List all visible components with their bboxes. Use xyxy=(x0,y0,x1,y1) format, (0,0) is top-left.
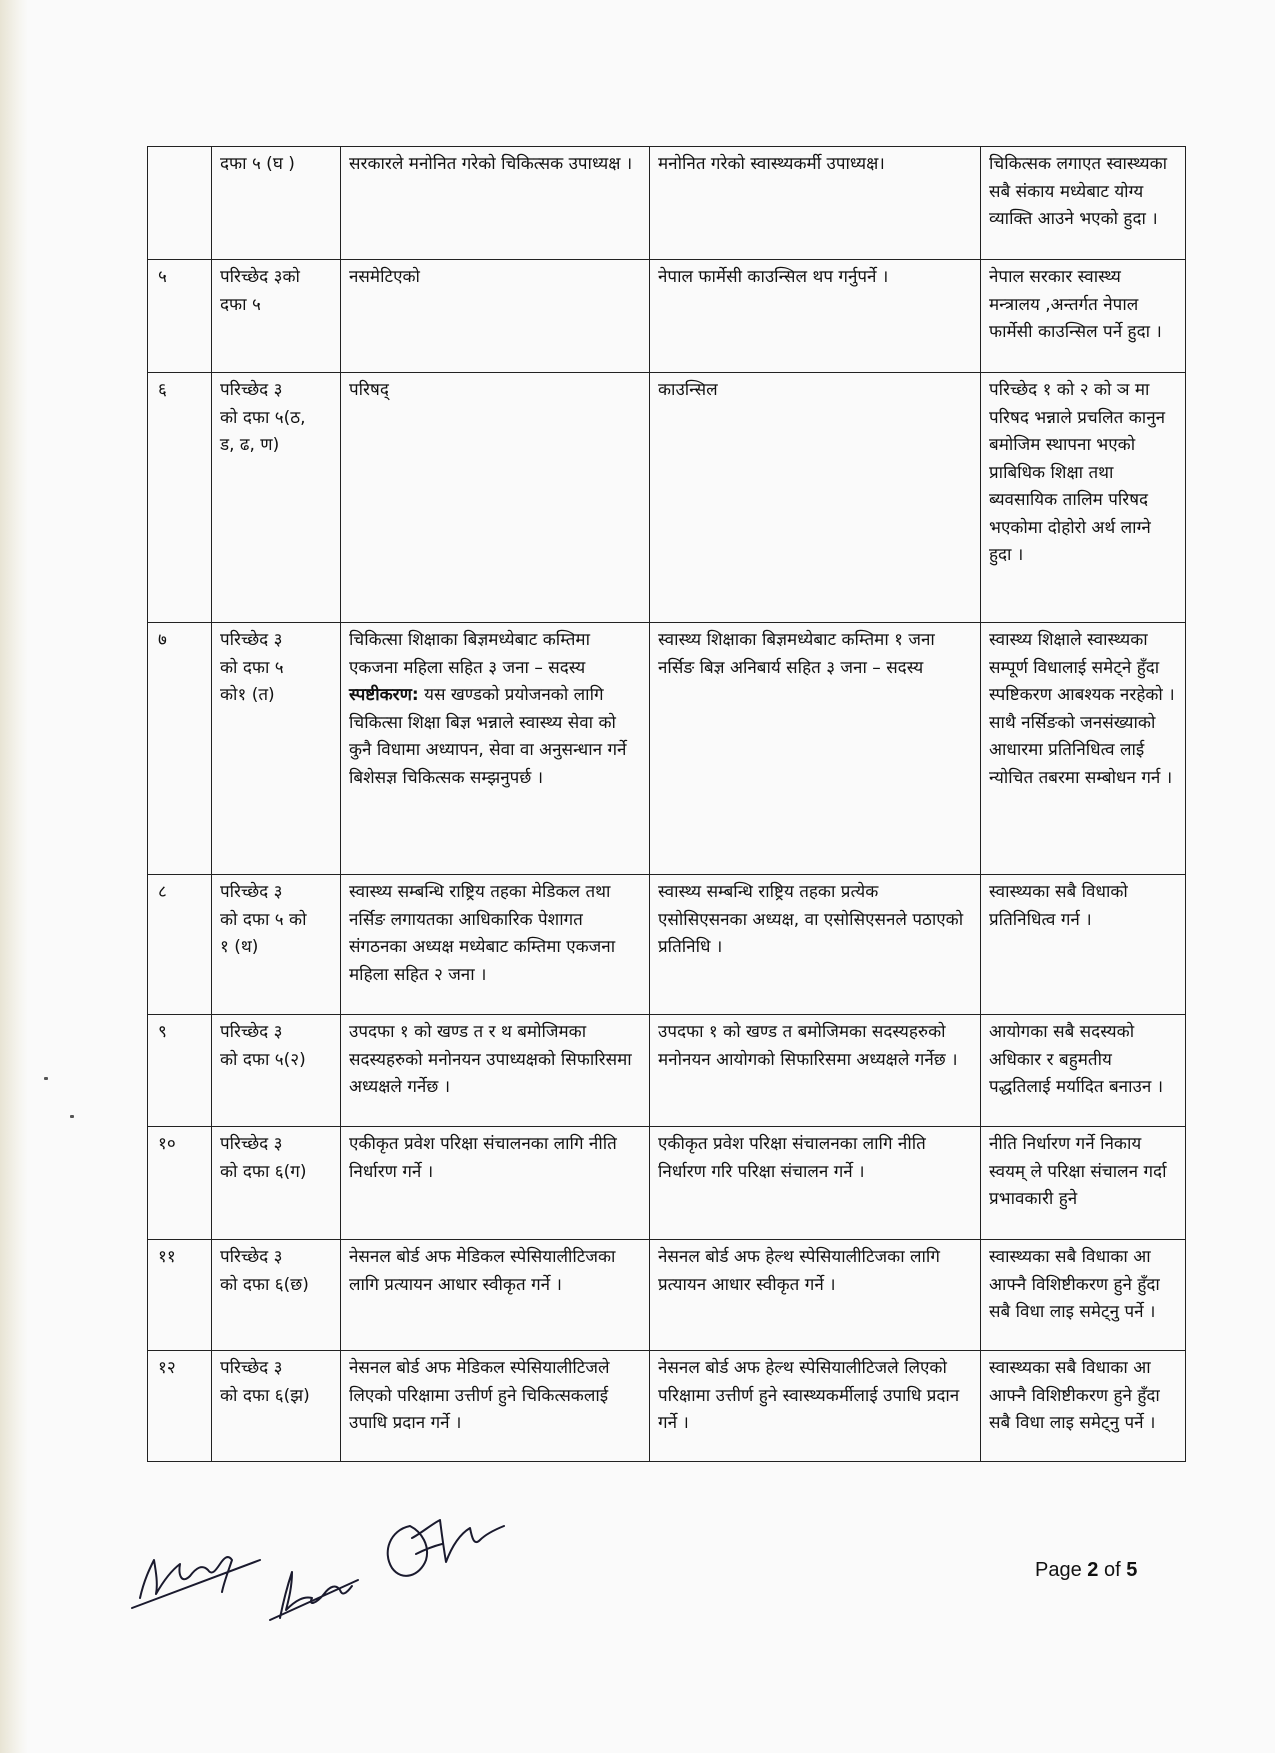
table-row xyxy=(148,1127,1186,1240)
section-reference: परिच्छेद ३ को दफा ६(झ) xyxy=(212,1351,341,1462)
proposed-amendment: एकीकृत प्रवेश परिक्षा संचालनका लागि नीति निर्धारण गरि परिक्षा संचालन गर्ने । xyxy=(650,1127,981,1240)
page-of: of xyxy=(1103,1559,1121,1581)
amendment-reason: स्वास्थ्यका सबै विधाका आ आफ्नै विशिष्टीकरण हुने हुँदा सबै विधा लाइ समेट्नु पर्ने । xyxy=(981,1240,1186,1351)
row-number: १२ xyxy=(148,1351,212,1462)
row-number: ७ xyxy=(148,623,212,875)
amendment-reason: चिकित्सक लगाएत स्वास्थ्यका सबै संकाय मध्येबाट योग्य व्याक्ति आउने भएको हुदा । xyxy=(981,147,1186,260)
existing-provision: स्वास्थ्य सम्बन्धि राष्ट्रिय तहका मेडिकल तथा नर्सिङ लगायतका आधिकारिक पेशागत संगठनका अध्यक्ष मध्येबाट कम्तिमा एकजना महिला सहित २ जना । xyxy=(341,875,650,1015)
section-reference: परिच्छेद ३ को दफा ५ को १ (थ) xyxy=(212,875,341,1015)
table-row xyxy=(148,1015,1186,1127)
amendment-reason: स्वास्थ्यका सबै विधाका आ आफ्नै विशिष्टीकरण हुने हुँदा सबै विधा लाइ समेट्नु पर्ने । xyxy=(981,1351,1186,1462)
amendment-table xyxy=(147,146,1186,1462)
proposed-amendment: उपदफा १ को खण्ड त बमोजिमका सदस्यहरुको मनोनयन आयोगको सिफारिसमा अध्यक्षले गर्नेछ । xyxy=(650,1015,981,1127)
row-number xyxy=(148,147,212,260)
table-row xyxy=(148,1240,1186,1351)
amendment-reason: परिच्छेद १ को २ को ञ मा परिषद भन्नाले प्रचलित कानुन बमोजिम स्थापना भएको प्राबिधिक शिक्षा तथा ब्यवसायिक तालिम परिषद भएकोमा दोहोरो अर्थ लाग्ने हुदा । xyxy=(981,373,1186,623)
proposed-amendment: नेसनल बोर्ड अफ हेल्थ स्पेसियालीटिजका लागि प्रत्यायन आधार स्वीकृत गर्ने । xyxy=(650,1240,981,1351)
existing-provision: नेसनल बोर्ड अफ मेडिकल स्पेसियालीटिजले लिएको परिक्षामा उत्तीर्ण हुने चिकित्सकलाई उपाधि प्रदान गर्ने । xyxy=(341,1351,650,1462)
proposed-amendment: स्वास्थ्य सम्बन्धि राष्ट्रिय तहका प्रत्येक एसोसिएसनका अध्यक्ष, वा एसोसिएसनले पठाएको प्रतिनिधि । xyxy=(650,875,981,1015)
signature-2 xyxy=(270,1572,358,1620)
stray-mark xyxy=(44,1077,48,1080)
row-number: १० xyxy=(148,1127,212,1240)
existing-provision: चिकित्सा शिक्षाका बिज्ञमध्येबाट कम्तिमा एकजना महिला सहित ३ जना – सदस्य xyxy=(349,630,590,678)
proposed-amendment: स्वास्थ्य शिक्षाका बिज्ञमध्येबाट कम्तिमा १ जना नर्सिङ बिज्ञ अनिबार्य सहित ३ जना – सदस्य xyxy=(650,623,981,875)
proposed-amendment: मनोनित गरेको स्वास्थ्यकर्मी उपाध्यक्ष। xyxy=(650,147,981,260)
amendment-reason: नीति निर्धारण गर्ने निकाय स्वयम् ले परिक्षा संचालन गर्दा प्रभावकारी हुने xyxy=(981,1127,1186,1240)
proposed-amendment: नेसनल बोर्ड अफ हेल्थ स्पेसियालीटिजले लिएको परिक्षामा उत्तीर्ण हुने स्वास्थ्यकर्मीलाई उपाधि प्रदान गर्ने । xyxy=(650,1351,981,1462)
signatures xyxy=(120,1480,540,1640)
row-number: ९ xyxy=(148,1015,212,1127)
table-row xyxy=(148,373,1186,623)
table-row xyxy=(148,260,1186,373)
stray-mark xyxy=(70,1115,74,1118)
signature-3 xyxy=(388,1520,504,1576)
section-reference: परिच्छेद ३को दफा ५ xyxy=(212,260,341,373)
table-row xyxy=(148,147,1186,260)
section-reference: परिच्छेद ३ को दफा ५(ठ, ड, ढ, ण) xyxy=(212,373,341,623)
table-row xyxy=(148,1351,1186,1462)
existing-provision: नसमेटिएको xyxy=(341,260,650,373)
page-number xyxy=(1035,1559,1137,1582)
clarification-label: स्पष्टीकरण: xyxy=(349,685,419,705)
proposed-amendment: नेपाल फार्मेसी काउन्सिल थप गर्नुपर्ने । xyxy=(650,260,981,373)
section-reference: परिच्छेद ३ को दफा ६(ग) xyxy=(212,1127,341,1240)
section-reference: परिच्छेद ३ को दफा ५(२) xyxy=(212,1015,341,1127)
amendment-reason: स्वास्थ्य शिक्षाले स्वास्थ्यका सम्पूर्ण विधालाई समेट्ने हुँदा स्पष्टिकरण आबश्यक नरहेको । साथै नर्सिङको जनसंख्याको आधारमा प्रतिनिधित्व लाई न्योचित तबरमा सम्बोधन गर्न । xyxy=(981,623,1186,875)
row-number: ५ xyxy=(148,260,212,373)
row-number: ८ xyxy=(148,875,212,1015)
existing-provision: उपदफा १ को खण्ड त र थ बमोजिमका सदस्यहरुको मनोनयन उपाध्यक्षको सिफारिसमा अध्यक्षले गर्नेछ । xyxy=(341,1015,650,1127)
existing-provision: नेसनल बोर्ड अफ मेडिकल स्पेसियालीटिजका लागि प्रत्यायन आधार स्वीकृत गर्ने । xyxy=(341,1240,650,1351)
section-reference: परिच्छेद ३ को दफा ६(छ) xyxy=(212,1240,341,1351)
amendment-reason: स्वास्थ्यका सबै विधाको प्रतिनिधित्व गर्न । xyxy=(981,875,1186,1015)
paper-edge-shadow xyxy=(0,0,28,1753)
page-word: Page xyxy=(1035,1559,1082,1581)
existing-provision-cell xyxy=(341,623,650,875)
page-total: 5 xyxy=(1126,1559,1138,1581)
table-row xyxy=(148,875,1186,1015)
row-number: ६ xyxy=(148,373,212,623)
clarification-text: यस खण्डको प्रयोजनको लागि चिकित्सा शिक्षा बिज्ञ भन्नाले स्वास्थ्य सेवा को कुनै विधामा अध्यापन, सेवा वा अनुसन्धान गर्ने बिशेसज्ञ चिकित्सक सम्झनुपर्छ । xyxy=(349,685,627,788)
signature-1 xyxy=(132,1557,260,1608)
section-reference: दफा ५ (घ ) xyxy=(212,147,341,260)
proposed-amendment: काउन्सिल xyxy=(650,373,981,623)
row-number: ११ xyxy=(148,1240,212,1351)
section-reference: परिच्छेद ३ को दफा ५ को१ (त) xyxy=(212,623,341,875)
table-row xyxy=(148,623,1186,875)
page-current: 2 xyxy=(1087,1559,1099,1581)
amendment-reason: आयोगका सबै सदस्यको अधिकार र बहुमतीय पद्धतिलाई मर्यादित बनाउन । xyxy=(981,1015,1186,1127)
existing-provision: परिषद् xyxy=(341,373,650,623)
existing-provision: एकीकृत प्रवेश परिक्षा संचालनका लागि नीति निर्धारण गर्ने । xyxy=(341,1127,650,1240)
existing-provision: सरकारले मनोनित गरेको चिकित्सक उपाध्यक्ष । xyxy=(341,147,650,260)
amendment-reason: नेपाल सरकार स्वास्थ्य मन्त्रालय ,अन्तर्गत नेपाल फार्मेसी काउन्सिल पर्ने हुदा । xyxy=(981,260,1186,373)
